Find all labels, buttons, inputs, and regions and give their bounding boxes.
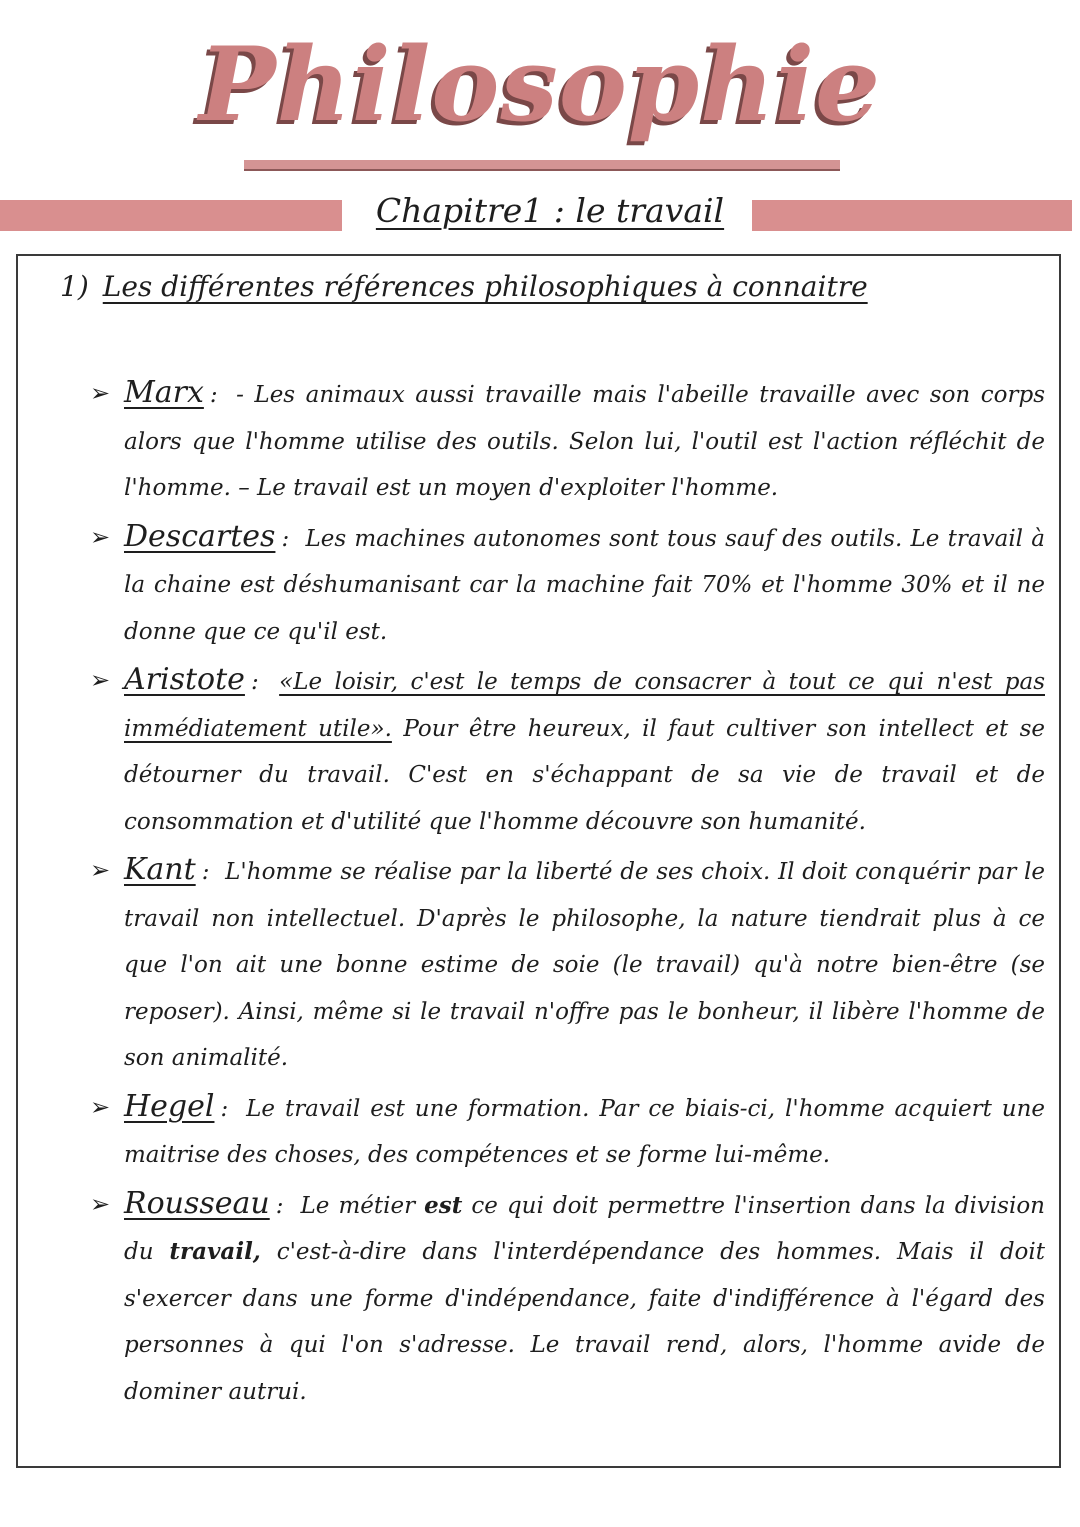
arrowhead-bullet-icon: ➢ (90, 666, 111, 694)
philosopher-name: Rousseau (124, 1185, 270, 1221)
entry-text: - Les animaux aussi travaille mais l'abeille travaille avec son corps alors que l'homme utilise des outils. Selon lui, l'outil est l'action réfléchit de l'homme. – Le travail est un moyen d'exploiter l'homme. (124, 382, 1045, 501)
page-title: Philosophie (199, 25, 881, 145)
entry-bold-word: est (424, 1191, 463, 1219)
title-underline (244, 160, 840, 169)
entry-text-part: ce qui doit permettre l'insertion dans la division du (124, 1192, 1045, 1265)
arrowhead-bullet-icon: ➢ (90, 856, 111, 884)
entry-text: Les machines autonomes sont tous sauf des outils. Le travail à la chaine est déshumanisant car la machine fait 70% et l'homme 30% et il ne donne que ce qu'il est. (124, 525, 1045, 645)
entry-text-part: Le métier (300, 1192, 416, 1219)
arrowhead-bullet-icon: ➢ (90, 1189, 111, 1218)
arrowhead-bullet-icon: ➢ (90, 1092, 111, 1121)
decorative-band-left (0, 200, 342, 231)
chapter-title (370, 188, 730, 234)
list-item-hegel: ➢ Hegel : Le travail est une formation. Par ce biais-ci, l'homme acquiert une maitrise des choses, des compétences et se forme lui-même. (90, 1084, 1045, 1179)
entry-text: Pour être heureux, il faut cultiver son intellect et se détourner du travail. C'est en s'échappant de sa vie de travail et de consommation et d'utilité que l'homme découvre son humanité. (124, 715, 1046, 835)
entry-bold-word: travail, (169, 1238, 261, 1265)
decorative-band-right (752, 200, 1072, 231)
chapter-title-text: Chapitre1 : le travail (375, 191, 725, 230)
philosopher-name: Hegel (124, 1088, 215, 1124)
list-item-kant: ➢ Kant : L'homme se réalise par la liberté de ses choix. Il doit conquérir par le travail non intellectuel. D'après le philosophe, la nature tiendrait plus à ce que l'on ait une bonne estime de soie (le travail) qu'à notre bien-être (se reposer). Ainsi, même si le travail n'offre pas le bonheur, il libère l'homme de son animalité. (90, 847, 1045, 1082)
list-item-rousseau: ➢ Rousseau : Le métier est ce qui doit permettre l'insertion dans la division du travail, c'est-à-dire dans l'interdépendance des hommes. Mais il doit s'exercer dans une forme d'indépendance, faite d'indifférence à l'égard des personnes à qui l'on s'adresse. Le travail rend, alors, l'homme avide de dominer autrui. (90, 1181, 1045, 1416)
arrowhead-bullet-icon: ➢ (90, 379, 111, 407)
entry-text: Le travail est une formation. Par ce biais-ci, l'homme acquiert une maitrise des choses, des compétences et se forme lui-même. (124, 1095, 1045, 1168)
philosopher-name: Aristote (124, 662, 245, 697)
philosopher-name: Descartes (124, 518, 276, 554)
philosopher-name: Kant (124, 852, 196, 887)
philosopher-name: Marx (124, 375, 204, 410)
philosopher-list (90, 370, 1045, 1417)
list-item-marx: ➢ Marx : - Les animaux aussi travaille mais l'abeille travaille avec son corps alors que l'homme utilise des outils. Selon lui, l'outil est l'action réfléchit de l'homme. – Le travail est un moyen d'exploiter l'homme. (90, 370, 1045, 512)
list-item-descartes: ➢ Descartes : Les machines autonomes sont tous sauf des outils. Le travail à la chaine est déshumanisant car la machine fait 70% et l'homme 30% et il ne donne que ce qu'il est. (90, 514, 1045, 656)
entry-text-part: c'est-à-dire dans l'interdépendance des hommes. Mais il doit s'exercer dans une forme d'indépendance, faite d'indifférence à l'égard des personnes à qui l'on s'adresse. Le travail rend, alors, l'homme avide de dominer autrui. (124, 1239, 1045, 1405)
section-heading (60, 265, 868, 309)
section-heading-text: Les différentes références philosophiques à connaitre (102, 270, 868, 303)
section-number: 1) (60, 270, 89, 303)
entry-text: L'homme se réalise par la liberté de ses choix. Il doit conquérir par le travail non intellectuel. D'après le philosophe, la nature tiendrait plus à ce que l'on ait une bonne estime de soie (le travail) qu'à notre bien-être (se reposer). Ainsi, même si le travail n'offre pas le bonheur, il libère l'homme de son animalité. (124, 859, 1045, 1071)
list-item-aristote: ➢ Aristote : «Le loisir, c'est le temps de consacrer à tout ce qui n'est pas immédiatement utile». Pour être heureux, il faut cultiver son intellect et se détourner du travail. C'est en s'échappant de sa vie de travail et de consommation et d'utilité que l'homme découvre son humanité. (90, 657, 1045, 845)
entry-quote: «Le loisir, c'est le temps de consacrer à tout ce qui n'est pas immédiatement utile». (124, 669, 1045, 742)
arrowhead-bullet-icon: ➢ (90, 522, 111, 551)
